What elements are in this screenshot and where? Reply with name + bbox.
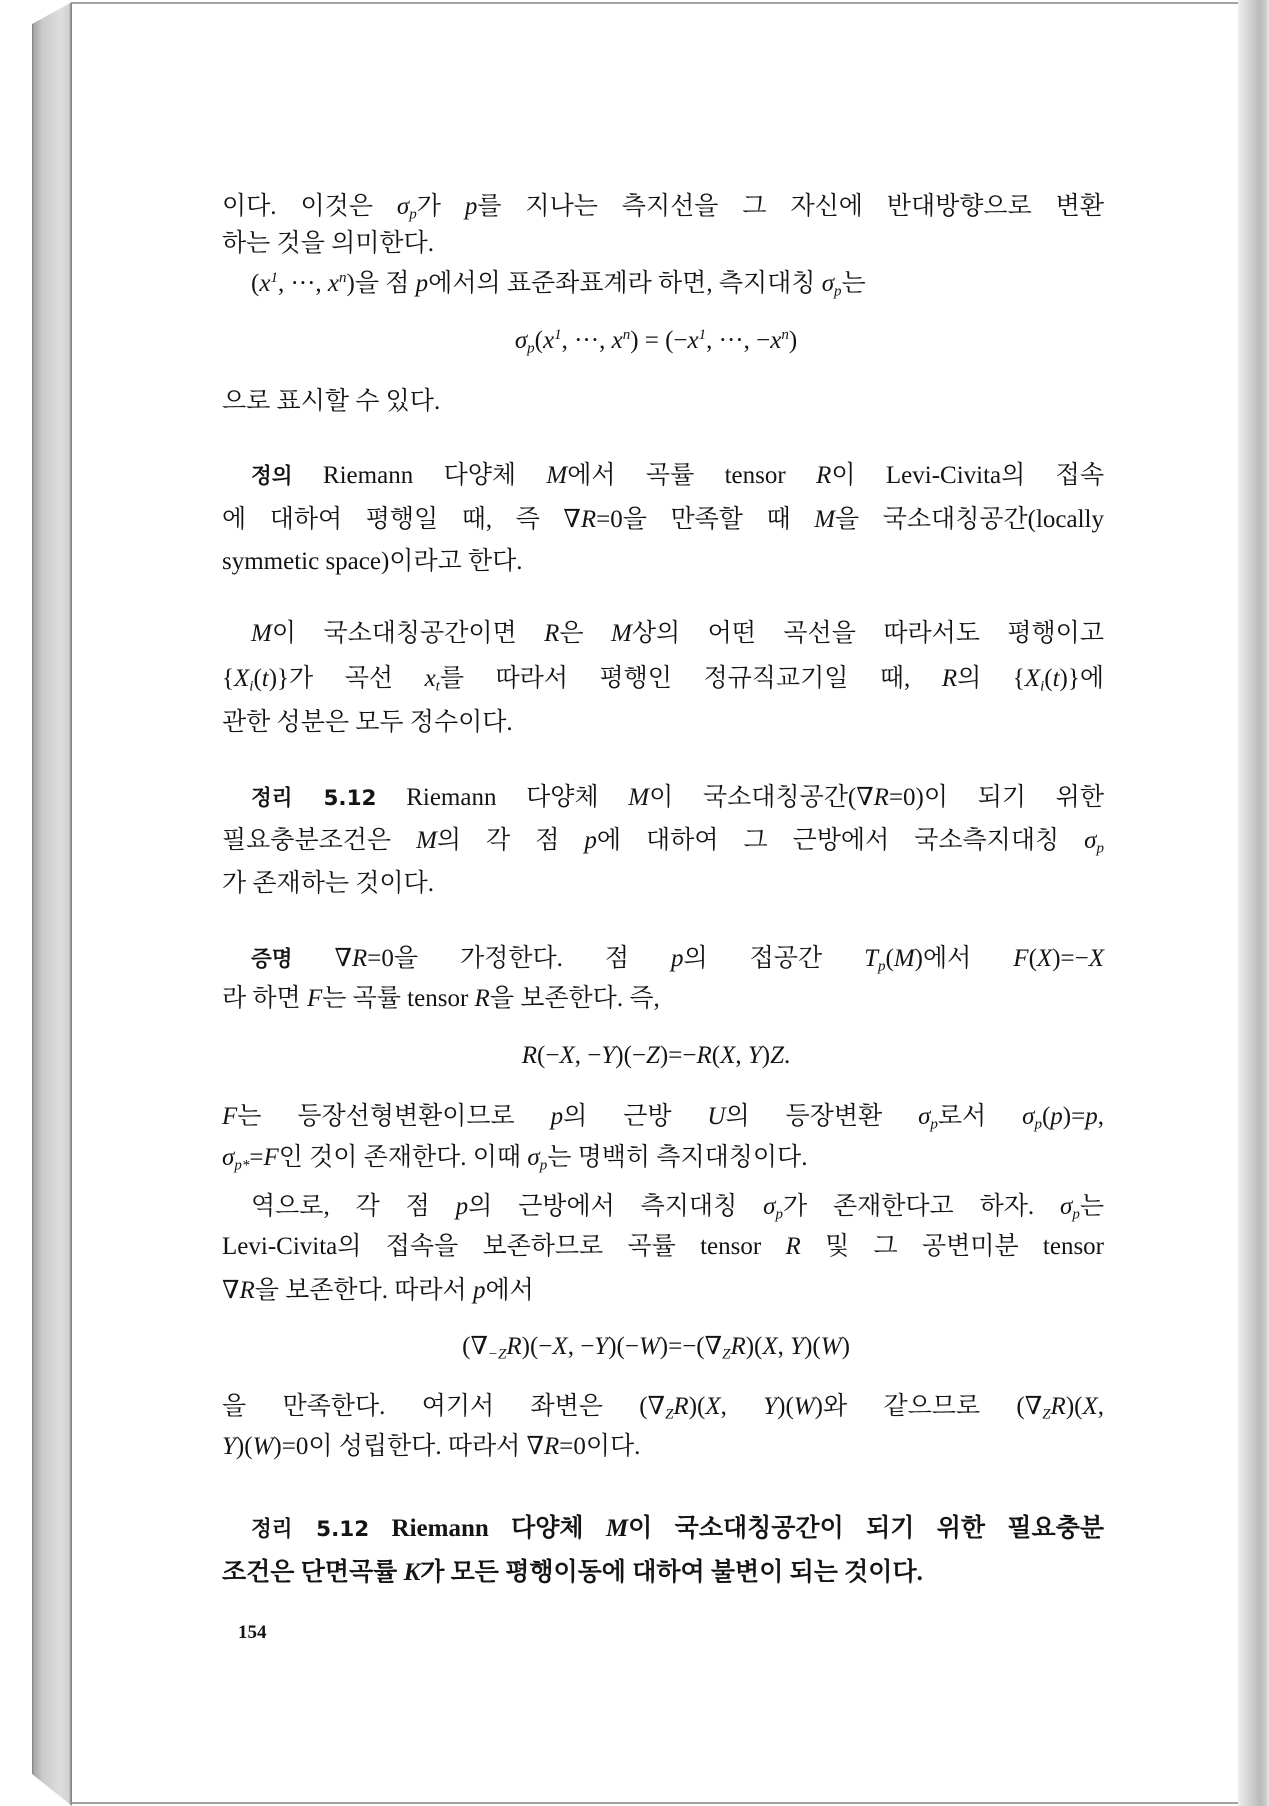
math-italic: x [687, 327, 699, 354]
superscript: 1 [270, 270, 278, 286]
math-italic: W [820, 1333, 842, 1360]
text-run: )에서 [914, 945, 1014, 972]
text-line [251, 1186, 1104, 1228]
math-italic: T [864, 945, 879, 972]
text-line [222, 863, 1104, 905]
text-run: ( [711, 1042, 721, 1069]
text-run: 는 [841, 270, 866, 297]
subscript: p [878, 958, 886, 975]
math-italic: X [1024, 665, 1041, 692]
text-run: ( [885, 945, 894, 972]
math-italic: σ [1022, 1103, 1035, 1130]
text-run: ( [534, 327, 543, 354]
math-italic: ∇R [526, 1433, 560, 1460]
math-italic: F [1013, 945, 1029, 972]
text-run: 의 접공간 [683, 945, 865, 972]
text-line [222, 1096, 1104, 1138]
text-run: 의 각 점 [436, 827, 585, 854]
text-run: )=− [659, 1042, 697, 1069]
math-italic: Y [601, 1042, 616, 1069]
math-italic: X [1082, 1393, 1098, 1420]
math-italic: M [416, 827, 437, 854]
math-italic: X [234, 665, 250, 692]
text-run: )( [688, 1393, 706, 1420]
text-run: 이다. 이것은 [222, 193, 397, 220]
text-run: )(− [521, 1333, 553, 1360]
text-run: 라 하면 [222, 985, 307, 1012]
text-run: 에 대하여 평행일 때, 즉 [222, 506, 564, 533]
text-run: Levi-Civita의 접속을 보존하므로 곡률 tensor [222, 1233, 786, 1260]
text-run: 에 대하여 그 근방에서 국소측지대칭 [596, 827, 1085, 854]
text-run: )(− [615, 1042, 647, 1069]
subscript: p [1072, 1206, 1080, 1223]
text-run: 을 국소대칭공간(locally [835, 506, 1104, 533]
text-run: )(− [608, 1333, 639, 1360]
math-italic: R [816, 462, 832, 489]
math-italic: p [550, 1103, 564, 1130]
text-line [222, 381, 1104, 423]
math-italic: σ [514, 327, 528, 354]
math-italic: X [1088, 945, 1104, 972]
math-italic: ∇R [334, 945, 368, 972]
superscript: n [622, 327, 631, 343]
math-italic: x [770, 327, 782, 354]
subscript: t [435, 678, 440, 695]
superscript: 1 [698, 327, 707, 343]
text-run: 가 모든 평행이동에 대하여 불변이 되는 것이다. [420, 1559, 923, 1586]
math-italic: W [252, 1433, 274, 1460]
math-italic: K [403, 1559, 421, 1586]
page-number: 154 [238, 1622, 267, 1643]
math-italic: F [263, 1144, 279, 1171]
text-run: ( [253, 665, 262, 692]
math-italic: R [941, 665, 958, 692]
text-line [251, 263, 1104, 305]
text-run [293, 945, 335, 972]
text-run: 하는 것을 의미한다. [222, 230, 434, 257]
text-run: 의 { [957, 665, 1025, 692]
text-run: =0을 만족할 때 [596, 506, 815, 533]
text-line [251, 1508, 1104, 1550]
text-run: )}가 곡선 [268, 665, 425, 692]
text-run: 의 등장변환 [725, 1103, 919, 1130]
text-run: 관한 성분은 모두 정수이다. [222, 709, 513, 736]
math-italic: p [584, 827, 597, 854]
text-line [251, 938, 1104, 980]
math-italic: X [552, 1333, 568, 1360]
math-italic: Z [646, 1042, 660, 1069]
text-line [222, 1226, 1104, 1268]
text-run: 의 근방 [563, 1103, 708, 1130]
text-run: 는 곡률 tensor [322, 985, 475, 1012]
text-run: 인 것이 존재한다. 이때 [278, 1144, 528, 1171]
text-run: 이 국소대칭공간( [649, 784, 857, 811]
text-run: 필요충분조건은 [222, 827, 417, 854]
text-run: 로서 [937, 1103, 1023, 1130]
text-run: ( [1041, 1103, 1051, 1130]
math-italic: ∇R [563, 506, 597, 533]
subscript: p [409, 206, 417, 223]
text-run: 에서 곡률 tensor [567, 462, 817, 489]
text-run: 을 보존한다. 따라서 [254, 1277, 473, 1304]
text-run: , [1097, 1103, 1104, 1130]
math-italic: p [455, 1193, 469, 1220]
math-italic: M [251, 620, 272, 647]
subscript: Z [1042, 1406, 1051, 1423]
math-italic: R [521, 1042, 538, 1069]
math-italic: t [1052, 665, 1060, 692]
subscript: p [834, 283, 842, 300]
text-run: 가 존재하는 것이다. [222, 870, 434, 897]
text-run: =0)이 되기 위한 [888, 784, 1104, 811]
math-italic: p [472, 1277, 486, 1304]
math-italic: σ [918, 1103, 931, 1130]
math-italic: p [671, 945, 684, 972]
math-italic: p [1050, 1103, 1063, 1130]
text-run: , [735, 1042, 748, 1069]
math-italic: R [673, 1393, 689, 1420]
text-run: 는 등장선형변환이므로 [237, 1103, 551, 1130]
text-run: 조건은 단면곡률 [222, 1559, 404, 1586]
math-italic: R [544, 620, 560, 647]
text-run: ( [1028, 945, 1037, 972]
subscript: Z [722, 1346, 731, 1363]
text-run: ) = (− [630, 327, 688, 354]
text-run: 을 만족한다. 여기서 좌변은 ( [222, 1393, 648, 1420]
text-run: 가 존재한다고 하자. [782, 1193, 1060, 1220]
text-run: )( [235, 1433, 253, 1460]
math-italic: ∇ [1024, 1393, 1043, 1420]
math-italic: R [506, 1333, 522, 1360]
text-run: )=− [1052, 945, 1089, 972]
text-run: 이 국소대칭공간이면 [271, 620, 545, 647]
math-italic: M [893, 945, 915, 972]
math-italic: Y [594, 1333, 609, 1360]
math-italic: σ [222, 1144, 235, 1171]
text-run: 를 따라서 평행인 정규직교기일 때, [439, 665, 942, 692]
math-italic: p [464, 193, 478, 220]
text-run: , ···, [561, 327, 612, 354]
math-italic: ∇ [647, 1393, 666, 1420]
text-run: 이 국소대칭공간이 되기 위한 필요충분 [628, 1515, 1104, 1542]
superscript: 1 [554, 327, 562, 343]
text-run: , [720, 1393, 764, 1420]
math-italic: R [785, 1233, 801, 1260]
math-italic: M [605, 1515, 629, 1542]
math-italic: X [705, 1393, 721, 1420]
math-italic: R [730, 1333, 746, 1360]
text-line [222, 1270, 1104, 1312]
text-line [222, 499, 1104, 541]
math-italic: M [546, 462, 568, 489]
text-run: 은 [559, 620, 612, 647]
equation-line [222, 1326, 1090, 1368]
text-run: )을 점 [346, 270, 416, 297]
superscript: n [781, 327, 789, 343]
subscript: Z [665, 1406, 674, 1423]
text-line [222, 1386, 1104, 1428]
text-run: =0을 가정한다. 점 [367, 945, 672, 972]
text-line [251, 777, 1104, 819]
text-run: = [249, 1144, 264, 1171]
subscript: i [1040, 678, 1045, 695]
math-italic: σ [396, 193, 410, 220]
math-italic: Y [222, 1433, 236, 1460]
text-run: )=−( [659, 1333, 705, 1360]
math-italic: Y [763, 1393, 778, 1420]
text-run: 상의 어떤 곡선을 따라서도 평행이고 [631, 620, 1104, 647]
text-line [222, 978, 1104, 1020]
superscript: n [339, 270, 347, 286]
math-italic: σ [763, 1193, 776, 1220]
text-line [222, 1552, 1104, 1594]
text-line [222, 1426, 1104, 1468]
math-italic: X [720, 1042, 736, 1069]
text-run: 에서의 표준좌표계라 하면, 측지대칭 [428, 270, 822, 297]
math-italic: ∇ [470, 1333, 488, 1360]
math-italic: X [559, 1042, 575, 1069]
equation-line [222, 1035, 1090, 1077]
subscript: p [539, 1157, 548, 1174]
math-italic: σ [1084, 827, 1097, 854]
text-run: 가 [416, 193, 465, 220]
text-run: , ···, [277, 270, 328, 297]
text-run: Riemann 다양체 [369, 1515, 606, 1542]
text-run: 의 근방에서 측지대칭 [468, 1193, 764, 1220]
text-run: )( [804, 1333, 821, 1360]
text-run: )=0이 성립한다. 따라서 [273, 1433, 527, 1460]
text-run: 으로 표시할 수 있다. [222, 388, 441, 415]
text-run: )( [777, 1393, 794, 1420]
subscript: p [1096, 840, 1104, 857]
text-run: 을 보존한다. 즉, [489, 985, 660, 1012]
subscript: i [249, 678, 254, 695]
subscript: −Z [487, 1346, 507, 1363]
math-italic: X [1036, 945, 1053, 972]
subscript: p [930, 1116, 938, 1133]
section-label: 정리 5.12 [251, 1517, 370, 1542]
text-line [222, 1137, 1104, 1179]
text-run: , [1097, 1393, 1104, 1420]
text-run: 및 그 공변미분 tensor [800, 1233, 1105, 1260]
subscript: p* [234, 1157, 250, 1174]
text-run: 는 명백히 측지대칭이다. [547, 1144, 808, 1171]
text-run: 는 [1079, 1193, 1104, 1220]
text-line [222, 702, 1104, 744]
text-run: 에서 [485, 1277, 534, 1304]
text-run: symmetic space)이라고 한다. [222, 548, 523, 575]
text-run: , ···, − [706, 327, 771, 354]
text-line [251, 455, 1104, 497]
text-line [222, 223, 1104, 265]
math-italic: Y [790, 1333, 805, 1360]
text-run: )= [1062, 1103, 1086, 1130]
math-italic: W [793, 1393, 815, 1420]
math-italic: M [628, 784, 650, 811]
text-run: ( [462, 1333, 471, 1360]
text-run: ) [841, 1333, 850, 1360]
text-run: . [783, 1042, 791, 1069]
math-italic: x [611, 327, 623, 354]
math-italic: σ [1060, 1193, 1073, 1220]
math-italic: R [474, 985, 490, 1012]
math-italic: x [542, 327, 555, 354]
text-run: )( [745, 1333, 763, 1360]
math-italic: x [259, 270, 271, 297]
section-label: 증명 [251, 947, 293, 972]
text-run: 역으로, 각 점 [251, 1193, 456, 1220]
section-label: 정리 5.12 [251, 786, 377, 811]
text-run: ) [788, 327, 798, 354]
equation-line [222, 320, 1090, 362]
text-run: ( [251, 270, 260, 297]
math-italic: Y [747, 1042, 762, 1069]
subscript: p [1034, 1116, 1042, 1133]
text-run: { [222, 665, 234, 692]
text-run: )}에 [1059, 665, 1104, 692]
math-italic: F [306, 985, 323, 1012]
math-italic: σ [821, 270, 835, 297]
math-italic: ∇R [222, 1277, 255, 1304]
text-run: )( [1065, 1393, 1083, 1420]
subscript: p [775, 1206, 783, 1223]
math-italic: Z [770, 1042, 784, 1069]
text-run: )와 같으므로 ( [814, 1393, 1025, 1420]
section-label: 정의 [251, 464, 293, 489]
text-run: ( [1044, 665, 1053, 692]
math-italic: x [424, 665, 436, 692]
math-italic: ∇R [856, 784, 889, 811]
text-run: ) [761, 1042, 771, 1069]
math-italic: M [814, 506, 836, 533]
text-line [222, 820, 1104, 862]
math-italic: ∇ [704, 1333, 723, 1360]
math-italic: p [1085, 1103, 1098, 1130]
text-run: (− [537, 1042, 560, 1069]
math-italic: x [327, 270, 340, 297]
math-italic: X [762, 1333, 778, 1360]
text-run: Riemann 다양체 [292, 462, 547, 489]
text-run: =0이다. [559, 1433, 641, 1460]
math-italic: R [696, 1042, 712, 1069]
text-run: Riemann 다양체 [376, 784, 629, 811]
text-line [222, 186, 1104, 228]
text-run: , [777, 1333, 791, 1360]
text-run: 를 지나는 측지선을 그 자신에 반대방향으로 변환 [477, 193, 1104, 220]
text-line [251, 613, 1104, 655]
text-line [222, 541, 1104, 583]
subscript: p [527, 340, 535, 357]
math-italic: F [222, 1103, 238, 1130]
math-italic: p [415, 270, 429, 297]
math-italic: t [261, 665, 269, 692]
text-line [222, 658, 1104, 700]
math-italic: R [1050, 1393, 1066, 1420]
math-italic: U [707, 1103, 726, 1130]
math-italic: σ [527, 1144, 540, 1171]
math-italic: M [611, 620, 632, 647]
text-run: 이 Levi-Civita의 접속 [831, 462, 1104, 489]
text-run: , − [574, 1042, 602, 1069]
text-run: , − [567, 1333, 595, 1360]
math-italic: W [638, 1333, 660, 1360]
